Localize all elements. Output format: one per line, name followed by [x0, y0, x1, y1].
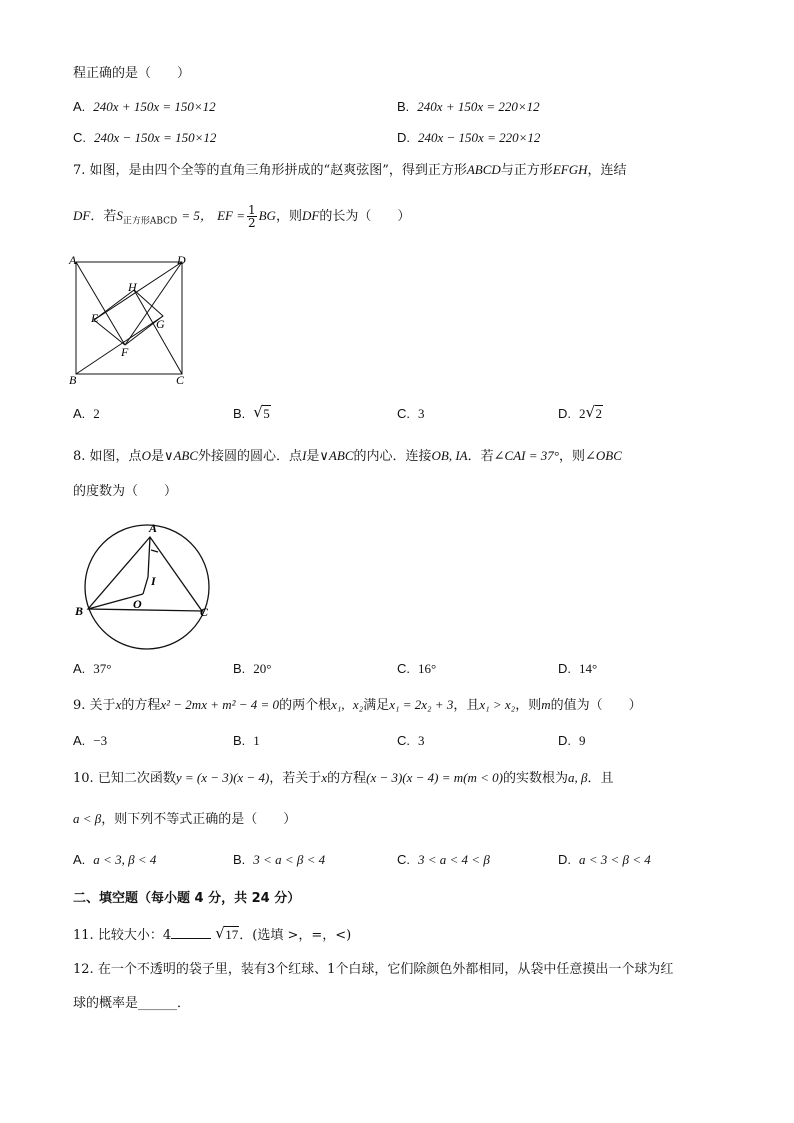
triangle-abc: ∨ABC	[319, 448, 354, 463]
q9-text: ，则	[515, 698, 542, 713]
q9-option-d[interactable]	[558, 731, 586, 752]
option-label: A.	[73, 733, 86, 748]
q7-option-d[interactable]	[558, 404, 603, 425]
q10-text: 已知二次函数	[97, 771, 176, 786]
label-f: F	[121, 345, 129, 359]
angle-cai: ∠CAI = 37°	[493, 448, 559, 463]
question-number: 12.	[73, 962, 94, 977]
option-text: 240x − 150x = 220×12	[418, 130, 541, 145]
sqrt-expression	[253, 404, 271, 425]
label-i: I	[151, 574, 156, 588]
q8-text: 是	[150, 449, 164, 464]
segment-bg: BG	[258, 208, 276, 223]
q7-stem-line1	[73, 160, 627, 181]
line-af	[76, 262, 125, 345]
q11-text: 比较大小：4	[97, 928, 172, 943]
segment-ef: EF =	[217, 208, 245, 223]
option-text: 16°	[418, 661, 437, 676]
radicand: 2	[595, 406, 602, 421]
root-x1: x₁,	[331, 697, 345, 712]
option-label: B.	[397, 99, 410, 114]
angle-obc: ∠OBC	[584, 448, 622, 463]
q9-stem	[73, 695, 642, 716]
option-label: A.	[73, 99, 86, 114]
q10-text: ，若关于	[269, 771, 322, 786]
label-c: C	[176, 373, 185, 387]
q10-option-a[interactable]	[73, 850, 156, 871]
q8-text: 的内心．连接	[353, 449, 432, 464]
q7-text: 与正方形	[500, 163, 553, 178]
option-text: 20°	[253, 661, 272, 676]
square-efgh-shape	[94, 290, 163, 345]
q6-option-b[interactable]	[397, 97, 540, 118]
zhao-shuang-figure	[66, 250, 196, 390]
area-value: = 5，	[181, 208, 213, 223]
area-subscript: 正方形ABCD	[122, 216, 178, 227]
option-label: D.	[558, 661, 571, 676]
question-number: 10.	[73, 771, 94, 786]
root-x2: x₂	[352, 697, 364, 712]
q9-option-c[interactable]	[397, 731, 425, 752]
q9-text: 满足	[363, 698, 390, 713]
option-text: 240x + 150x = 220×12	[417, 99, 540, 114]
sqrt-icon: √	[585, 403, 596, 421]
quadratic-function: y = (x − 3)(x − 4)	[175, 770, 270, 785]
q9-text: ，且	[453, 698, 480, 713]
line-bg	[76, 316, 163, 374]
q8-option-d[interactable]	[558, 659, 597, 680]
option-label: C.	[397, 661, 410, 676]
condition: a < β	[73, 811, 102, 826]
question-number: 11.	[73, 928, 94, 943]
variable-x: x	[321, 770, 328, 785]
option-text: a < 3 < β < 4	[579, 852, 651, 867]
segment-ai	[148, 537, 150, 577]
option-text: 3 < a < β < 4	[253, 852, 326, 867]
point-o: O	[141, 448, 151, 463]
label-b: B	[75, 604, 84, 618]
q7-text: 的长为（ ）	[319, 209, 411, 224]
circumcircle-figure	[70, 515, 220, 655]
label-a: A	[149, 521, 158, 535]
option-text: 240x + 150x = 150×12	[93, 99, 216, 114]
q7-text: ，则	[275, 209, 302, 224]
q11-stem	[73, 924, 351, 946]
option-text: 9	[579, 733, 586, 748]
q8-option-a[interactable]	[73, 659, 112, 680]
fraction-one-half	[247, 204, 257, 229]
q7-option-b[interactable]	[233, 404, 271, 425]
q10-text: 的实数根为	[503, 771, 569, 786]
label-h: H	[128, 280, 137, 294]
option-text: 3	[418, 733, 425, 748]
variable-x: x	[115, 697, 122, 712]
circumcircle	[85, 525, 209, 649]
q11-text: ．(选填 >，=，<)	[239, 928, 352, 943]
sqrt-icon: √	[253, 403, 263, 421]
q8-option-b[interactable]	[233, 659, 272, 680]
q8-stem-line2: 的度数为（ ）	[73, 484, 178, 499]
option-label: C.	[397, 733, 410, 748]
q10-stem-line1	[73, 768, 614, 789]
label-a: A	[69, 253, 77, 267]
q9-text: 的两个根	[279, 698, 332, 713]
sqrt-expression	[586, 404, 604, 425]
area-symbol: S	[116, 208, 123, 223]
radicand: 17	[225, 927, 239, 942]
q10-stem-line2	[73, 809, 296, 830]
q7-text: ．若	[90, 209, 117, 224]
coefficient: 2	[579, 406, 586, 421]
q8-text: ，则	[558, 449, 585, 464]
option-text: 240x − 150x = 150×12	[94, 130, 217, 145]
option-label: D.	[558, 852, 571, 867]
option-text: 14°	[579, 661, 598, 676]
segment-io	[143, 577, 148, 594]
inequality: x₁ > x₂	[479, 697, 516, 712]
option-text: 37°	[93, 661, 112, 676]
q12-stem-line1	[73, 960, 673, 980]
q7-stem-line2	[73, 204, 410, 232]
option-label: C.	[397, 852, 410, 867]
q8-text: 是	[306, 449, 320, 464]
sqrt-expression	[215, 925, 239, 946]
q6-option-d[interactable]	[397, 128, 540, 149]
fraction-numerator: 1	[247, 203, 256, 217]
option-text: a < 3, β < 4	[93, 852, 157, 867]
option-label: C.	[397, 406, 410, 421]
line-de	[94, 262, 182, 320]
equation: (x − 3)(x − 4) = m(m < 0)	[366, 770, 503, 785]
question-number: 9.	[73, 698, 86, 713]
condition: x₁ = 2x₂ + 3	[389, 697, 454, 712]
q12-stem-line2: 球的概率是______．	[73, 996, 191, 1011]
option-label: B.	[233, 406, 246, 421]
option-label: D.	[558, 406, 571, 421]
question-number: 7.	[73, 163, 86, 178]
angle-mark	[151, 550, 158, 552]
q8-text: 如图，点	[89, 449, 142, 464]
option-label: D.	[397, 130, 410, 145]
q8-text: 外接圆的圆心．点	[198, 449, 303, 464]
q9-text: 的值为（ ）	[550, 698, 642, 713]
q10-option-d[interactable]	[558, 850, 651, 871]
sqrt-icon: √	[215, 924, 225, 942]
roots: a, β	[568, 770, 588, 785]
segment-df: DF	[73, 208, 91, 223]
q12-text: 在一个不透明的袋子里，装有3个红球、1个白球，它们除颜色外都相同，从袋中任意摸出一个球为红	[97, 962, 674, 977]
option-text: 3	[418, 406, 425, 421]
question-number: 8.	[73, 449, 86, 464]
equation: x² − 2mx + m² − 4 = 0	[160, 697, 280, 712]
line-ch	[134, 290, 182, 374]
option-label: A.	[73, 852, 86, 867]
q9-text: 关于	[89, 698, 116, 713]
option-label: A.	[73, 406, 86, 421]
q8-text: ．若	[467, 449, 494, 464]
triangle-abc: ∨ABC	[163, 448, 199, 463]
segment-df: DF	[301, 208, 320, 223]
triangle-abc-shape	[88, 537, 202, 611]
q6-option-c[interactable]	[73, 128, 216, 149]
option-label: A.	[73, 661, 86, 676]
option-text: 1	[253, 733, 260, 748]
section-heading: 二、填空题（每小题 4 分，共 24 分）	[73, 891, 301, 906]
q7-text: 如图，是由四个全等的直角三角形拼成的“赵爽弦图”，得到正方形	[89, 163, 467, 178]
option-label: D.	[558, 733, 571, 748]
q10-text: ，则下列不等式正确的是（ ）	[101, 812, 297, 827]
label-e: E	[91, 311, 99, 325]
option-label: B.	[233, 733, 246, 748]
variable-m: m	[541, 697, 551, 712]
option-label: B.	[233, 661, 246, 676]
option-text: 2	[93, 406, 100, 421]
option-text: −3	[93, 733, 108, 748]
square-abcd: ABCD	[466, 162, 501, 177]
q7-option-a[interactable]	[73, 404, 100, 425]
q10-text: ．且	[587, 771, 614, 786]
label-c: C	[200, 605, 209, 619]
answer-blank[interactable]	[171, 924, 211, 939]
q10-option-c[interactable]	[397, 850, 490, 871]
radicand: 5	[263, 406, 270, 421]
q8-option-c[interactable]	[397, 659, 436, 680]
q7-option-c[interactable]	[397, 404, 425, 425]
q6-option-a[interactable]	[73, 97, 216, 118]
q9-text: 的方程	[121, 698, 161, 713]
label-d: D	[177, 253, 186, 267]
q7-text: ，连结	[587, 163, 627, 178]
option-label: B.	[233, 852, 246, 867]
point-i: I	[302, 448, 307, 463]
label-g: G	[156, 317, 165, 331]
segments: OB, IA	[431, 448, 468, 463]
option-label: C.	[73, 130, 86, 145]
line-df	[125, 262, 182, 345]
q9-option-a[interactable]	[73, 731, 107, 752]
fraction-denominator: 2	[247, 216, 256, 230]
option-text: 3 < a < 4 < β	[418, 852, 490, 867]
q8-stem-line1	[73, 446, 622, 467]
label-o: O	[133, 597, 142, 611]
q10-option-b[interactable]	[233, 850, 325, 871]
q9-option-b[interactable]	[233, 731, 260, 752]
label-b: B	[69, 373, 77, 387]
square-efgh: EFGH	[552, 162, 588, 177]
q6-stem-tail: 程正确的是（ ）	[73, 66, 191, 81]
q10-text: 的方程	[327, 771, 367, 786]
